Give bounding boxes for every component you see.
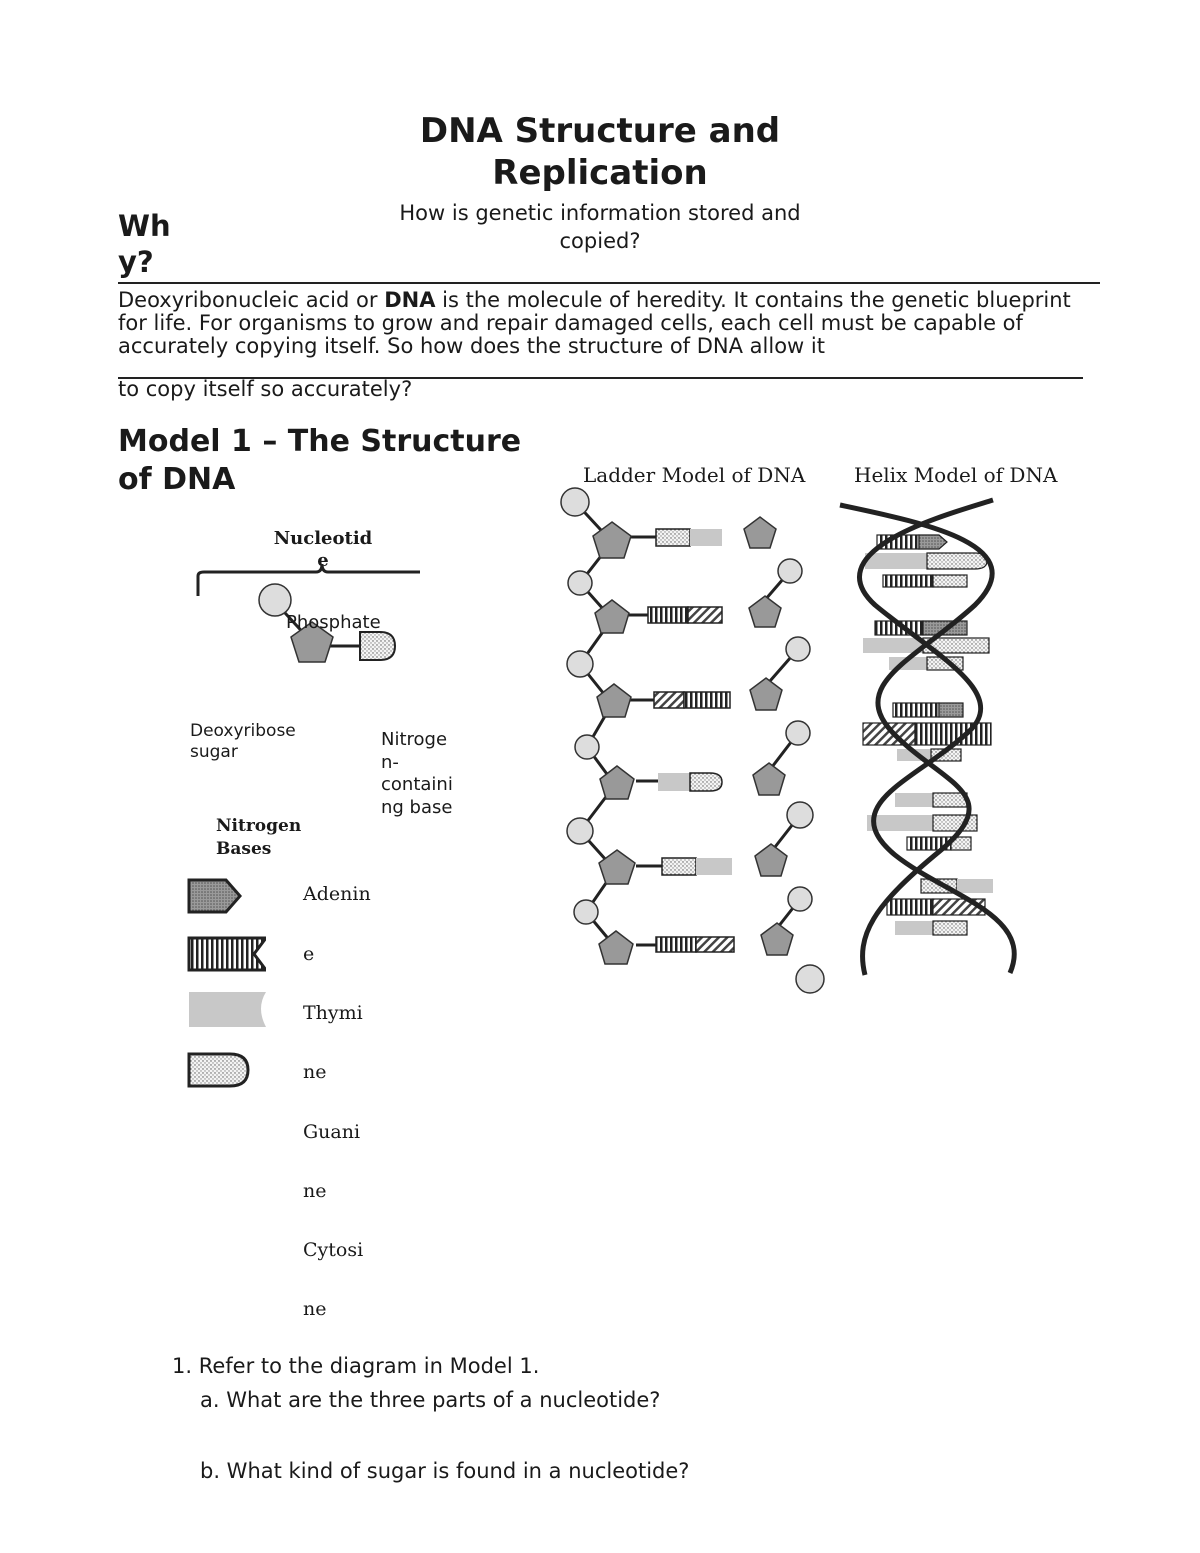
sugar-label-line-2: sugar <box>190 742 238 762</box>
question-1: 1. Refer to the diagram in Model 1. <box>172 1354 540 1378</box>
subtitle-line-2: copied? <box>559 229 641 253</box>
ladder-sugar-right <box>750 678 782 710</box>
helix-base <box>887 899 933 915</box>
ladder-model-diagram <box>550 485 840 1005</box>
helix-base <box>933 575 967 587</box>
ladder-sugar <box>597 684 631 717</box>
question-1b: b. What kind of sugar is found in a nucleotide? <box>200 1459 690 1483</box>
intro-bold-dna: DNA <box>384 288 436 312</box>
sugar-label-line-1: Deoxyribose <box>190 721 296 741</box>
nucleotide-brace <box>198 564 420 596</box>
legend-label: Guani <box>303 1121 361 1143</box>
sugar-label <box>190 721 296 763</box>
nucleotide-label-line-1: Nucleotid <box>273 528 373 549</box>
legend-label: Thymi <box>303 1002 363 1024</box>
ladder-phosphate <box>568 571 592 595</box>
helix-base <box>933 815 977 831</box>
why-line-1: Wh <box>118 209 171 243</box>
legend-label: ne <box>303 1298 327 1320</box>
helix-base <box>863 638 923 653</box>
ladder-title: Ladder Model of DNA <box>583 463 806 487</box>
legend-label: Adenin <box>303 883 371 905</box>
ladder-base <box>658 773 690 791</box>
base-label-line: containi <box>381 774 453 795</box>
why-heading <box>118 208 171 280</box>
model-heading-line-1: Model 1 – The Structure <box>118 424 522 459</box>
ladder-sugar-right <box>755 844 787 876</box>
ladder-base <box>690 529 722 546</box>
base-label-line: n- <box>381 751 399 773</box>
ladder-phosphate <box>567 651 593 677</box>
helix-base <box>883 575 933 587</box>
base-label-line: ng base <box>381 796 453 818</box>
ladder-phosphate-right <box>786 721 810 745</box>
ladder-phosphate-right <box>796 965 824 993</box>
helix-base <box>933 921 967 935</box>
helix-title: Helix Model of DNA <box>854 463 1058 487</box>
helix-base <box>893 703 939 717</box>
helix-base <box>915 723 991 745</box>
ladder-base <box>684 692 730 708</box>
ladder-phosphate-right <box>786 637 810 661</box>
ladder-phosphate-right <box>787 802 813 828</box>
ladder-phosphate-right <box>778 559 802 583</box>
ladder-phosphate-right <box>788 887 812 911</box>
ladder-sugar-right <box>744 517 776 548</box>
title-line-2: Replication <box>492 153 708 193</box>
legend-label: ne <box>303 1061 327 1083</box>
helix-model-diagram <box>835 495 1025 985</box>
helix-base <box>927 553 987 569</box>
helix-base <box>957 879 993 893</box>
model-heading-line-2: of DNA <box>118 462 236 497</box>
bases-heading-line-1: Nitrogen <box>216 816 302 836</box>
intro-paragraph <box>118 289 1093 358</box>
base-label <box>381 729 453 819</box>
question-1a: a. What are the three parts of a nucleotide? <box>200 1388 661 1412</box>
helix-base <box>895 793 933 807</box>
bases-heading <box>216 815 301 861</box>
helix-base <box>939 703 963 717</box>
legend-label: e <box>303 943 315 965</box>
header-rule <box>118 282 1100 284</box>
ladder-phosphate <box>574 900 598 924</box>
ladder-base <box>688 607 722 623</box>
bases-legend-icons <box>186 876 266 1091</box>
helix-base <box>895 921 933 935</box>
base-label-line: Nitroge <box>381 729 448 750</box>
ladder-base <box>696 937 734 952</box>
ladder-base <box>648 607 688 623</box>
ladder-base <box>656 937 696 952</box>
ladder-phosphate <box>567 818 593 844</box>
ladder-base <box>690 773 722 791</box>
adenine-icon <box>189 880 240 912</box>
base-shape <box>360 632 395 660</box>
helix-base <box>865 553 927 569</box>
helix-base <box>919 535 947 549</box>
thymine-striped-icon <box>189 938 266 970</box>
legend-label: ne <box>303 1180 327 1202</box>
ladder-base <box>662 858 696 875</box>
page-title <box>300 110 900 194</box>
ladder-sugar <box>599 850 635 884</box>
cytosine-icon <box>189 1054 248 1086</box>
ladder-sugar-right <box>753 763 785 795</box>
thymine-gray-icon <box>189 992 266 1027</box>
nucleotide-label-line-2: e <box>317 550 329 571</box>
ladder-base <box>654 692 684 708</box>
ladder-phosphate <box>561 488 589 516</box>
phosphate-label: Phosphate <box>286 612 381 633</box>
ladder-sugar-right <box>749 596 781 627</box>
bases-heading-line-2: Bases <box>216 839 272 859</box>
ladder-sugar-right <box>761 923 793 955</box>
title-line-1: DNA Structure and <box>419 111 781 151</box>
intro-last-line: to copy itself so accurately? <box>118 377 413 401</box>
subtitle-line-1: How is genetic information stored and <box>399 201 801 225</box>
ladder-base <box>656 529 690 546</box>
page-subtitle <box>350 199 850 255</box>
intro-text-1: Deoxyribonucleic acid or <box>118 288 385 312</box>
ladder-phosphate <box>575 735 599 759</box>
intro-text-2: is the molecule of heredity. It contains the genetic blueprint for life. For organisms to grow and repair damaged cells, each cell must be capable of accurately copying itself. So how does the structure of DNA allow it <box>118 288 1071 358</box>
ladder-base <box>696 858 732 875</box>
model-heading <box>118 423 558 499</box>
legend-label: Cytosi <box>303 1239 364 1261</box>
why-line-2: y? <box>118 245 154 279</box>
